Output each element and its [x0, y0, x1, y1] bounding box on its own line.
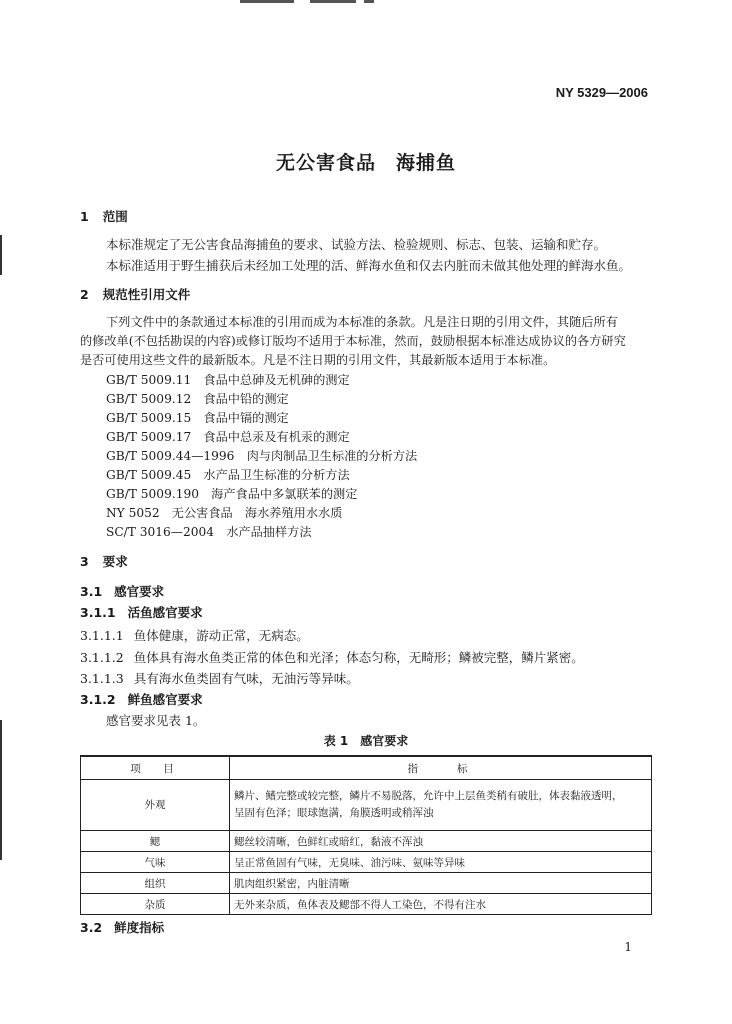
table-header-row	[81, 756, 652, 780]
table-row	[81, 852, 652, 873]
section-number: 1	[80, 209, 89, 224]
table-row	[81, 873, 652, 894]
section-title: 规范性引用文件	[102, 287, 191, 302]
table-cell-item: 鳃	[81, 831, 230, 852]
section-number: 3.1.2	[80, 692, 116, 707]
scan-mark	[240, 0, 294, 3]
table-row	[81, 780, 652, 831]
table-cell-spec: 鳃丝较清晰，色鲜红或暗红，黏液不浑浊	[230, 831, 652, 852]
reference-item: GB/T 5009.44—1996 肉与肉制品卫生标准的分析方法	[106, 449, 418, 463]
table-cell-item: 组织	[81, 873, 230, 894]
clause-number: 3.1.1.1	[80, 628, 124, 643]
page-number: 1	[624, 940, 632, 954]
reference-item: GB/T 5009.45 水产品卫生标准的分析方法	[106, 468, 350, 482]
table-cell-spec: 肌肉组织紧密，内脏清晰	[230, 873, 652, 894]
section-number: 3	[80, 554, 89, 569]
table-header-cell: 项 目	[81, 756, 230, 780]
reference-item: GB/T 5009.12 食品中铅的测定	[106, 392, 289, 406]
scan-mark	[364, 0, 374, 3]
clause	[80, 626, 309, 644]
paragraph-line: 下列文件中的条款通过本标准的引用而成为本标准的条款。凡是注日期的引用文件，其随后所有	[106, 315, 618, 329]
table-cell-item: 杂质	[81, 894, 230, 915]
section-title: 感官要求	[114, 584, 165, 599]
clause	[80, 669, 359, 687]
reference-item: GB/T 5009.190 海产食品中多氯联苯的测定	[106, 487, 358, 501]
section-title: 范围	[102, 209, 128, 224]
table-header-cell: 指 标	[230, 756, 652, 780]
section-3-1-2-heading	[80, 690, 203, 708]
table-cell-item: 外观	[81, 780, 230, 831]
clause-number: 3.1.1.2	[80, 650, 124, 665]
section-number: 3.1.1	[80, 605, 116, 620]
table-cell-spec	[230, 780, 652, 831]
section-1-heading	[80, 207, 128, 225]
table-caption: 表 1 感官要求	[323, 734, 409, 748]
section-title: 要求	[102, 554, 128, 569]
table-cell-spec: 呈正常鱼固有气味，无臭味、油污味、氨味等异味	[230, 852, 652, 873]
reference-item: GB/T 5009.15 食品中镉的测定	[106, 411, 289, 425]
section-number: 2	[80, 287, 89, 302]
sensory-table	[80, 755, 652, 915]
standard-number: NY 5329—2006	[555, 85, 648, 100]
paragraph: 本标准适用于野生捕获后未经加工处理的活、鲜海水鱼和仅去内脏而未做其他处理的鲜海水鱼。	[106, 258, 632, 273]
document-title: 无公害食品 海捕鱼	[275, 152, 456, 174]
scan-mark	[310, 0, 356, 3]
section-title: 鲜度指标	[114, 920, 165, 935]
section-title: 鲜鱼感官要求	[127, 692, 203, 707]
reference-item: NY 5052 无公害食品 海水养殖用水水质	[106, 506, 343, 520]
section-3-heading	[80, 552, 128, 570]
section-number: 3.2	[80, 920, 103, 935]
clause	[80, 648, 584, 666]
table-row	[81, 894, 652, 915]
section-3-1-1-heading	[80, 603, 203, 621]
reference-item: GB/T 5009.17 食品中总汞及有机汞的测定	[106, 430, 350, 444]
table-cell-spec: 无外来杂质，鱼体表及鳃部不得人工染色，不得有注水	[230, 894, 652, 915]
paragraph: 本标准规定了无公害食品海捕鱼的要求、试验方法、检验规则、标志、包装、运输和贮存。	[106, 237, 607, 252]
section-number: 3.1	[80, 584, 103, 599]
spec-line: 鳞片、鳍完整或较完整，鳞片不易脱落，允许中上层鱼类稍有破肚，体表黏液透明，	[234, 790, 623, 802]
paragraph-line: 的修改单(不包括勘误的内容)或修订版均不适用于本标准，然而，鼓励根据本标准达成协议的各方研究	[80, 334, 626, 348]
scan-edge	[0, 235, 2, 275]
table-row	[81, 831, 652, 852]
table-cell-item: 气味	[81, 852, 230, 873]
section-2-heading	[80, 285, 190, 303]
clause-number: 3.1.1.3	[80, 671, 124, 686]
section-title: 活鱼感官要求	[127, 605, 203, 620]
paragraph-line: 是否可使用这些文件的最新版本。凡是不注日期的引用文件，其最新版本适用于本标准。	[80, 353, 556, 367]
spec-line: 呈固有色泽；眼球饱满，角膜透明或稍浑浊	[234, 807, 434, 819]
paragraph: 感官要求见表 1。	[106, 713, 206, 728]
section-3-2-heading	[80, 918, 164, 936]
reference-item: SC/T 3016—2004 水产品抽样方法	[106, 525, 312, 539]
reference-item: GB/T 5009.11 食品中总砷及无机砷的测定	[106, 373, 350, 387]
section-3-1-heading	[80, 582, 164, 600]
clause-text: 鱼体健康，游动正常，无病态。	[133, 628, 309, 643]
clause-text: 具有海水鱼类固有气味，无油污等异味。	[133, 671, 359, 686]
clause-text: 鱼体具有海水鱼类正常的体色和光泽；体态匀称，无畸形；鳞被完整，鳞片紧密。	[133, 650, 584, 665]
